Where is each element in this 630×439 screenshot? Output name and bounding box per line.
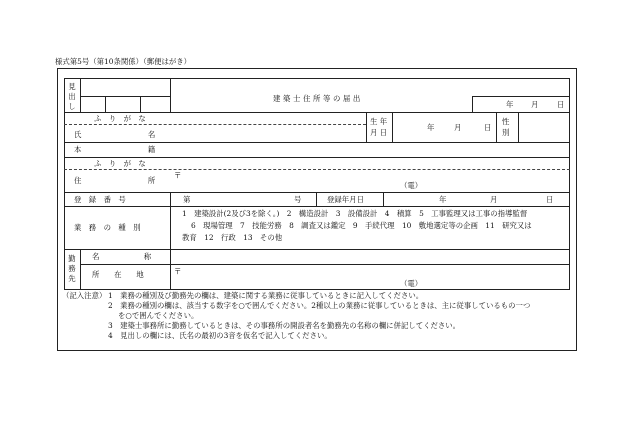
address-label: 住 所	[74, 176, 156, 185]
midashi-divider	[80, 78, 81, 112]
birth-day: 日	[484, 123, 492, 132]
postal-mark-2: 〒	[174, 267, 182, 276]
furigana-dash-2	[64, 169, 570, 170]
workplace-name-label: 名 称	[92, 252, 152, 261]
workplace-address-label: 所 在 地	[92, 270, 144, 279]
honseki-label: 本 籍	[74, 145, 156, 154]
sex-divider	[518, 112, 519, 142]
submit-year: 年	[506, 100, 514, 109]
reg-no-go: 号	[294, 195, 302, 204]
birth-label-bottom: 月 日	[370, 128, 388, 137]
submit-month: 月	[531, 100, 539, 109]
sex-left	[496, 112, 497, 142]
submit-date-top	[472, 96, 570, 97]
table-left-line	[64, 78, 65, 290]
submit-day: 日	[557, 100, 565, 109]
reg-day: 日	[546, 195, 554, 204]
sex-label-top: 性	[502, 117, 510, 126]
postal-mark-1: 〒	[174, 171, 182, 180]
work-type-label: 業 務 の 種 別	[74, 223, 141, 232]
furigana-label-2: ふ り が な	[94, 159, 146, 168]
notes-heading: （記入注意）	[62, 291, 107, 300]
midashi-right	[170, 78, 171, 112]
work-type-line-1: 1 建築設計(2及び3を除く。) 2 構造設計 3 設備設計 4 積算 5 工事監理又は工事の指導監督	[182, 209, 528, 218]
reg-date-divider	[383, 192, 384, 206]
note-item-4: 4 見出しの欄には、氏名の最初の3音を仮名で記入してください。	[108, 331, 332, 340]
reg-no-right	[316, 192, 317, 206]
reg-date-label: 登録年月日	[327, 195, 364, 204]
midashi-box-1	[105, 96, 106, 112]
note-item-2-cont: を○で囲んでください。	[118, 311, 199, 320]
table-bottom-line	[64, 289, 570, 290]
row-line-6	[64, 249, 570, 250]
birth-month: 月	[454, 123, 462, 132]
row-line-2	[64, 142, 570, 143]
birth-label-divider	[392, 112, 393, 142]
furigana-label-1: ふ り が な	[94, 114, 146, 123]
row-line-5	[64, 206, 570, 207]
sex-label-bottom: 別	[502, 128, 510, 137]
workplace-divider	[80, 249, 81, 289]
work-type-divider	[170, 206, 171, 249]
tel-label-2: （電）	[400, 279, 423, 288]
tel-label-1: （電）	[400, 181, 423, 190]
furigana-dash-1	[64, 124, 366, 125]
form-title: 建築士住所等の届出	[273, 94, 363, 103]
reg-month: 月	[490, 195, 498, 204]
table-top-line	[64, 78, 570, 79]
table-right-line	[569, 78, 570, 290]
work-type-line-2: 6 現場管理 7 技能労務 8 調査又は鑑定 9 手続代理 10 敷地選定等の企画 11 研究又は	[191, 221, 532, 230]
note-item-1: 1 業務の種別及び勤務先の欄は、建築に関する業務に従事しているときに記入してください。	[108, 291, 424, 300]
row-line-7	[80, 264, 570, 265]
reg-no-dai: 第	[183, 195, 191, 204]
submit-date-left	[472, 96, 473, 112]
midashi-box-2	[140, 96, 141, 112]
workplace-label-divider	[170, 249, 171, 289]
birth-left	[366, 112, 367, 142]
note-item-3: 3 建築士事務所に勤務しているときは、その事務所の開設者名を勤務先の名称の欄に併記してください。	[108, 321, 461, 330]
work-type-line-3: 教育 12 行政 13 その他	[182, 233, 283, 242]
midashi-mid-line	[80, 96, 170, 97]
reg-label-divider	[170, 192, 171, 206]
row-line-1	[64, 112, 570, 113]
form-number: 様式第5号（第10条関係）（郵便はがき）	[55, 57, 192, 66]
birth-year: 年	[427, 123, 435, 132]
reg-year: 年	[439, 195, 447, 204]
reg-no-label: 登 録 番 号	[74, 195, 126, 204]
note-item-2: 2 業務の種別の欄は、該当する数字を○で囲んでください。2種以上の業務に従事しているときは、主に従事しているもの一つ	[108, 301, 531, 310]
row-line-3	[64, 157, 570, 158]
birth-label-top: 生 年	[370, 117, 388, 126]
name-label: 氏 名	[74, 130, 156, 139]
row-line-4	[64, 192, 570, 193]
